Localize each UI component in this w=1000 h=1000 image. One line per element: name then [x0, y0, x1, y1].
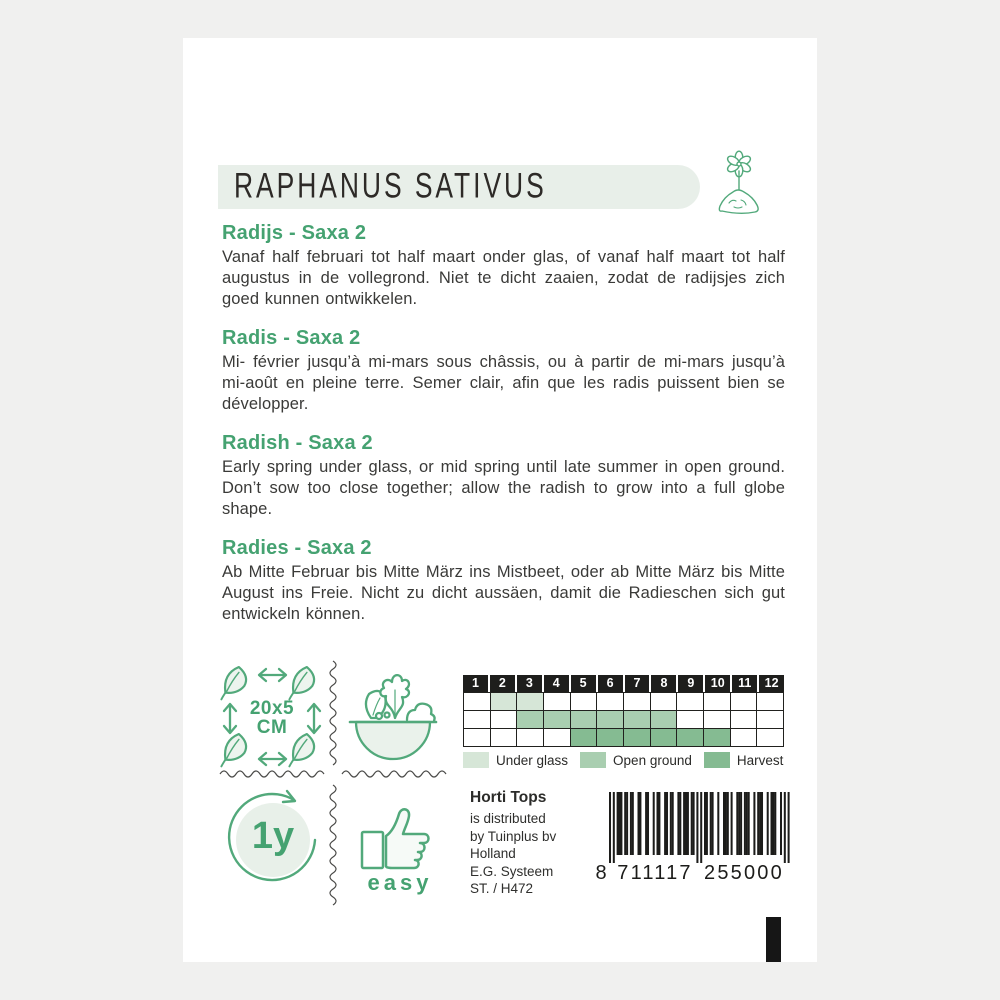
difficulty-label: easy: [367, 870, 433, 895]
calendar-cell: [517, 693, 544, 710]
bowl-shape: [356, 722, 430, 759]
lettuce-icon: [407, 704, 435, 721]
legend-label: Under glass: [496, 752, 569, 768]
barcode-digits-group1: 711117: [617, 862, 693, 883]
seedling-flower-icon: [710, 150, 770, 216]
sowing-distance-value: [213, 699, 331, 737]
calendar-cell: [677, 729, 704, 746]
calendar-month-label: 11: [732, 675, 757, 692]
leaf-icon: [221, 734, 246, 766]
annual-cycle-icon: [225, 788, 321, 884]
calendar-cell: [597, 693, 624, 710]
distance-line2: CM: [256, 717, 288, 738]
calendar-cell: [704, 693, 731, 710]
distributor-line: ST. / H472: [470, 881, 534, 896]
calendar-cell: [491, 711, 518, 728]
divider-squiggle-vertical: [329, 784, 337, 906]
distance-line1: 20x5: [249, 698, 295, 719]
divider-squiggle-vertical: [329, 660, 337, 770]
calendar-cell: [544, 711, 571, 728]
calendar-cell: [491, 729, 518, 746]
calendar-month-label: 3: [517, 675, 542, 692]
calendar-row: [464, 711, 783, 729]
barcode: [595, 791, 791, 883]
calendar-month-label: 7: [625, 675, 650, 692]
divider-squiggle-horizontal: [219, 770, 331, 778]
legend-label: Open ground: [613, 752, 692, 768]
section-body: Ab Mitte Februar bis Mitte März ins Mistbeet, oder ab Mitte März bis Mitte August ins Freie. Nicht zu dicht aussäen, damit die Radieschen sich gut entwickeln können.: [222, 563, 785, 623]
barcode-digit-left: 8: [595, 862, 607, 883]
calendar-cell: [731, 729, 758, 746]
calendar-month-label: 8: [651, 675, 676, 692]
section-body: Mi- février jusqu’à mi-mars sous châssis, ou à partir de mi-mars jusqu’à mi-août en pleine terre. Semer clair, afin que les radis puissent bien se développer.: [222, 353, 785, 413]
calendar-cell: [464, 729, 491, 746]
calendar-cell: [544, 729, 571, 746]
calendar-cell: [757, 711, 783, 728]
calendar-cell: [464, 711, 491, 728]
calendar-cell: [517, 729, 544, 746]
section-heading: Radies - Saxa 2: [222, 537, 372, 559]
calendar-cell: [704, 729, 731, 746]
calendar-month-label: 9: [678, 675, 703, 692]
calendar-cell: [704, 711, 731, 728]
calendar-cell: [597, 729, 624, 746]
calendar-cell: [651, 711, 678, 728]
calendar-month-label: 1: [463, 675, 488, 692]
calendar-legend: [463, 752, 784, 768]
species-banner: [218, 165, 700, 209]
soil-mound: [719, 190, 758, 213]
calendar-cell: [517, 711, 544, 728]
distributor-name: Horti Tops: [470, 789, 547, 806]
section-body: Vanaf half februari tot half maart onder glas, of vanaf half maart tot half augustus in de vollegrond. Niet te dicht zaaien, zodat de radijsjes zich goed kunnen ontwikkelen.: [222, 248, 785, 308]
calendar-cell: [571, 693, 598, 710]
calendar-month-label: 5: [571, 675, 596, 692]
calendar-row: [464, 693, 783, 711]
distributor-info: [470, 789, 556, 898]
calendar-cell: [624, 711, 651, 728]
salad-bowl-icon: [343, 660, 443, 770]
description-sections: [222, 222, 785, 642]
legend-item-open-ground: [580, 752, 692, 768]
thumbs-up-icon: [386, 809, 429, 868]
seed-packet-card: [183, 38, 817, 962]
calendar-cell: [651, 729, 678, 746]
calendar-month-label: 10: [705, 675, 730, 692]
calendar-cell: [464, 693, 491, 710]
section-english: [222, 432, 785, 520]
calendar-cell: [597, 711, 624, 728]
distributor-line: is distributed: [470, 811, 546, 826]
print-trim-mark: [766, 917, 781, 962]
section-heading: Radish - Saxa 2: [222, 432, 373, 454]
calendar-cell: [651, 693, 678, 710]
calendar-month-label: 6: [598, 675, 623, 692]
calendar-row: [464, 729, 783, 746]
section-german: [222, 537, 785, 625]
calendar-month-label: 2: [490, 675, 515, 692]
distributor-line: by Tuinplus bv: [470, 828, 557, 844]
calendar-month-header: [463, 675, 784, 692]
leaf-icon: [289, 734, 314, 766]
legend-swatch: [704, 752, 730, 768]
calendar-cell: [624, 729, 651, 746]
leaf-icon: [221, 667, 246, 699]
section-dutch: [222, 222, 785, 310]
cycle-duration-label: 1y: [251, 814, 295, 857]
section-heading: Radijs - Saxa 2: [222, 222, 367, 244]
leaf-icon: [289, 667, 314, 699]
calendar-cell: [731, 711, 758, 728]
calendar-cell: [624, 693, 651, 710]
calendar-cell: [677, 693, 704, 710]
calendar-cell: [544, 693, 571, 710]
legend-item-harvest: [704, 752, 784, 768]
divider-squiggle-horizontal: [341, 770, 451, 778]
thumb-cuff: [362, 832, 383, 868]
section-heading: Radis - Saxa 2: [222, 327, 361, 349]
legend-swatch: [463, 752, 489, 768]
calendar-cell: [757, 693, 783, 710]
distributor-line: E.G. Systeem: [470, 863, 554, 879]
calendar-month-label: 4: [544, 675, 569, 692]
calendar-month-label: 12: [759, 675, 784, 692]
sowing-distance-icon: [213, 658, 331, 776]
section-french: [222, 327, 785, 415]
legend-item-under-glass: [463, 752, 568, 768]
barcode-digits-group2: 255000: [704, 862, 784, 883]
sowing-calendar: [463, 675, 784, 768]
calendar-cell: [491, 693, 518, 710]
barcode-bars: [609, 792, 790, 863]
difficulty-icon: [355, 790, 445, 902]
calendar-cell: [757, 729, 783, 746]
legend-label: Harvest: [736, 752, 784, 768]
calendar-cell: [571, 729, 598, 746]
legend-swatch: [580, 752, 606, 768]
section-body: Early spring under glass, or mid spring until late summer in open ground. Don’t sow too close together; allow the radish to grow into a full globe shape.: [222, 458, 785, 518]
calendar-cell: [731, 693, 758, 710]
species-name: RAPHANUS SATIVUS: [234, 166, 547, 206]
calendar-cell: [677, 711, 704, 728]
distributor-line: Holland: [470, 846, 516, 861]
calendar-rows: [463, 692, 784, 747]
calendar-cell: [571, 711, 598, 728]
